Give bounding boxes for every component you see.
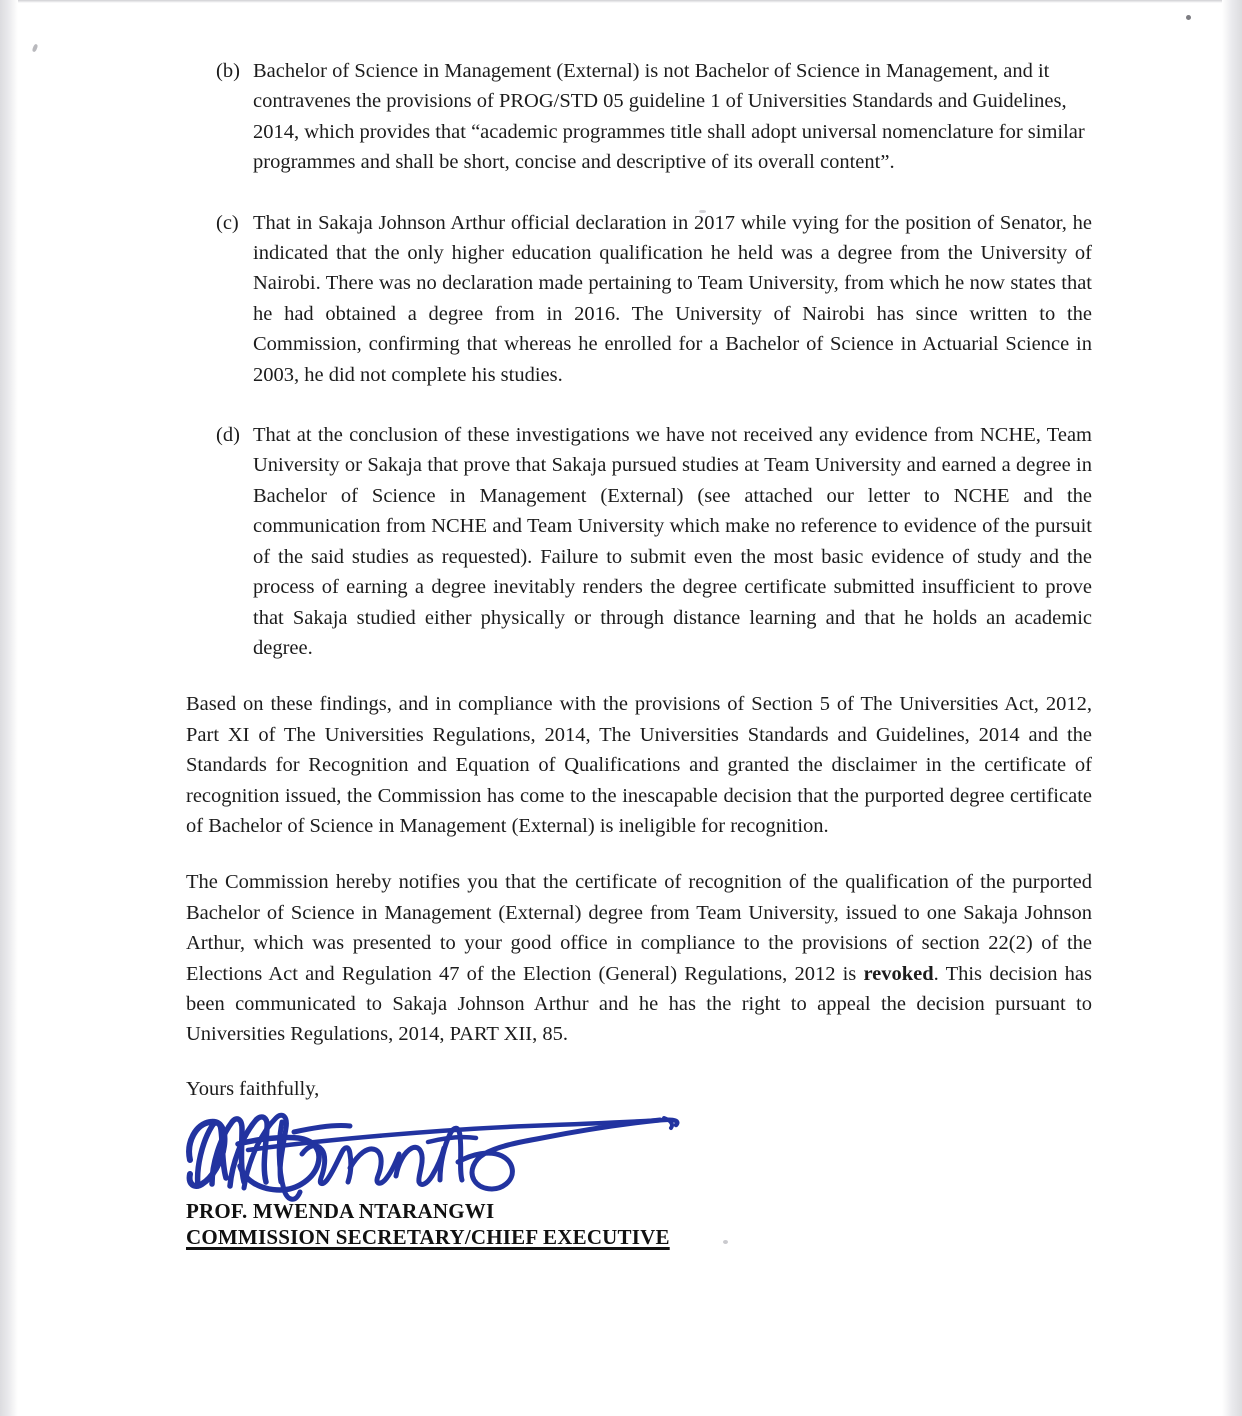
scan-speck — [1186, 15, 1191, 20]
page-edge-left — [0, 0, 18, 1416]
paragraph-spacer — [186, 675, 1092, 689]
letter-body — [186, 56, 1092, 1250]
revocation-paragraph — [186, 867, 1092, 1049]
list-item-text: That in Sakaja Johnson Arthur official declaration in 2017 while vying for the position of Senator, he indicated that the only higher education qualification he held was a degree from the University of Nairobi. There was no declaration made pertaining to Team University, from which he now states that he had obtained a degree from in 2016. The University of Nairobi has since written to the Commission, confirming that whereas he enrolled for a Bachelor of Science in Actuarial Science in 2003, he did not complete his studies. — [253, 211, 1092, 386]
list-item — [186, 420, 1092, 663]
scan-speck — [32, 44, 39, 53]
revoked-emphasis: revoked — [863, 962, 934, 985]
findings-paragraph: Based on these findings, and in compliance with the provisions of Section 5 of The Universities Act, 2012, Part XI of The Universities Regulations, 2014, The Universities Standards and Guidelines, 2014 and the Standards for Recognition and Equation of Qualifications and granted the disclaimer in the certificate of recognition issued, the Commission has come to the inescapable decision that the purported degree certificate of Bachelor of Science in Management (External) is ineligible for recognition. — [186, 693, 1092, 837]
paragraph-spacer — [186, 190, 1092, 208]
closing-line: Yours faithfully, — [186, 1077, 320, 1100]
page-edge-right — [1222, 0, 1242, 1416]
list-item-text: Bachelor of Science in Management (External) is not Bachelor of Science in Management, and it contravenes the provisions of PROG/STD 05 guideline 1 of Universities Standards and Guidelines, 2014, which provides that “academic programmes title shall adopt universal nomenclature for similar programmes and shall be short, concise and descriptive of its overall content”. — [253, 60, 1085, 174]
paragraph-spacer — [186, 402, 1092, 420]
revocation-text-lead: The Commission hereby notifies you that the certificate of recognition of the qualification of the purported Bachelor of Science in Management (External) degree from Team University, issued to one Sakaja Johnson Arthur, which was presented to your good office in compliance to the provisions of section 22(2) of the Elections Act and Regulation 47 of the Election (General) Regulations, 2012 is — [186, 871, 1092, 985]
list-item — [186, 56, 1092, 178]
signature-block — [182, 1098, 1092, 1202]
revocation-text-tail: . This decision has been communicated to Sakaja Johnson Arthur and he has the right to appeal the decision pursuant to Universities Regulations, 2014, PART XII, 85. — [186, 962, 1092, 1046]
list-item-marker: (b) — [216, 60, 240, 82]
list-item-marker: (c) — [216, 211, 239, 234]
page-edge-top — [18, 0, 1222, 3]
signatory-title: COMMISSION SECRETARY/CHIEF EXECUTIVE — [186, 1225, 670, 1250]
list-item-marker: (d) — [216, 424, 240, 447]
list-item — [186, 208, 1092, 390]
list-item-text: That at the conclusion of these investigations we have not received any evidence from NCHE, Team University or Sakaja that prove that Sakaja pursued studies at Team University and earned a degree in Bachelor of Science in Management (External) (see attached our letter to NCHE and the communication from NCHE and Team University which make no reference to evidence of the pursuit of the said studies as requested). Failure to submit even the most basic evidence of study and the process of earning a degree inevitably renders the degree certificate submitted insufficient to prove that Sakaja studied either physically or through distance learning and that he holds an academic degree. — [253, 424, 1092, 659]
signatory-name: PROF. MWENDA NTARANGWI — [186, 1199, 495, 1224]
handwritten-signature-icon — [182, 1098, 742, 1208]
